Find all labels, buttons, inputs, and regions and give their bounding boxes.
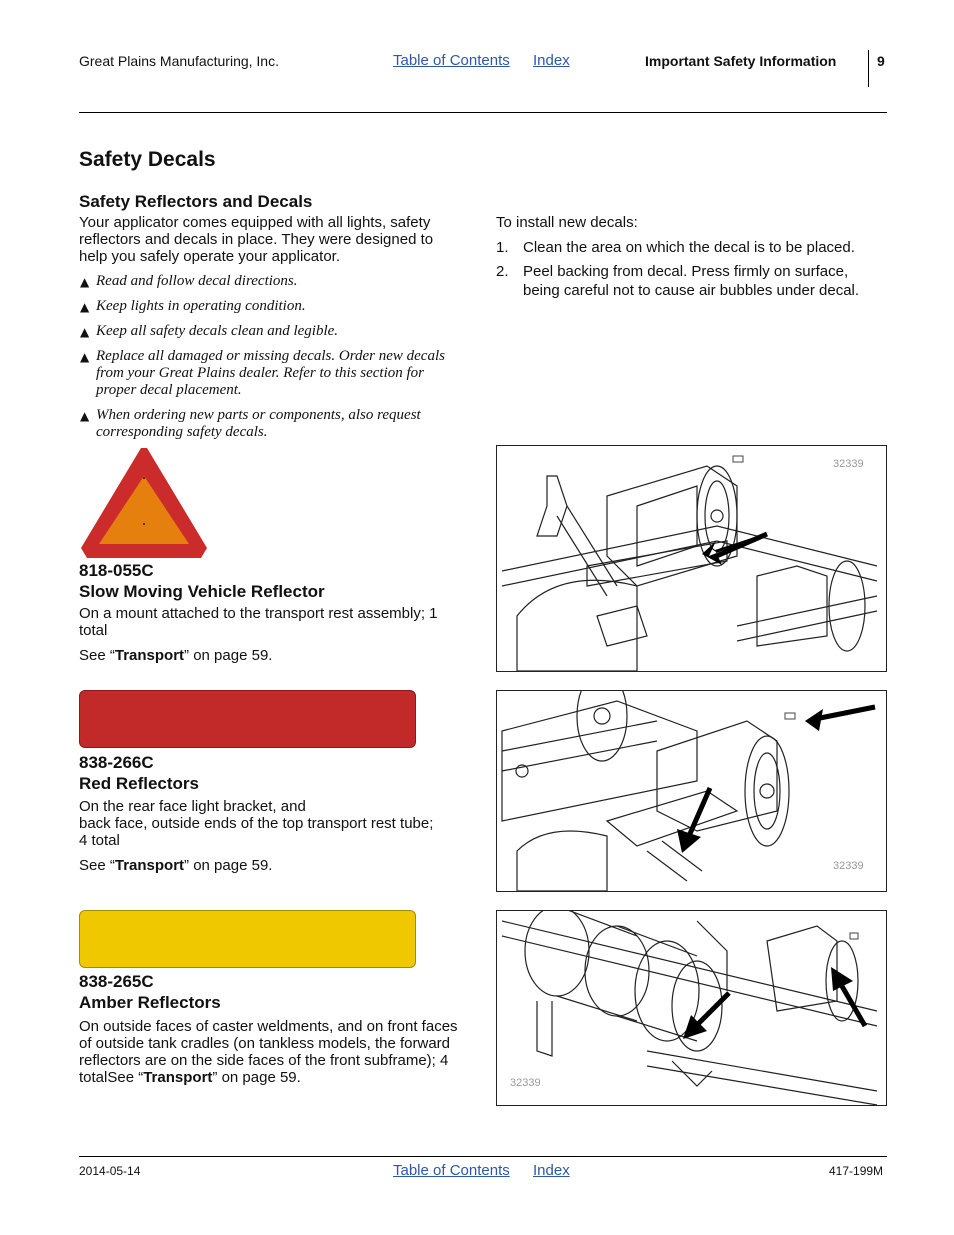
decal-name: Amber Reflectors — [79, 993, 221, 1012]
footer-rule — [79, 1156, 887, 1157]
machine-illustration — [497, 691, 886, 891]
bullet-text: Read and follow decal directions. — [96, 273, 298, 289]
index-link-header[interactable]: Index — [533, 52, 570, 69]
bullet-item — [80, 407, 466, 441]
bullet-text: Keep lights in operating condition. — [96, 298, 306, 314]
decal-marker — [733, 456, 743, 462]
page-title: Safety Decals — [79, 148, 216, 171]
decal-marker — [785, 713, 795, 719]
decal-part-number: 818-055C — [79, 561, 154, 580]
triangle-bullet-icon: ▲ — [80, 350, 90, 364]
company-name: Great Plains Manufacturing, Inc. — [79, 53, 279, 69]
red-reflector-image — [79, 690, 416, 748]
machine-illustration — [497, 911, 886, 1105]
bullet-item — [80, 298, 466, 315]
bullet-text: Keep all safety decals clean and legible. — [96, 323, 339, 339]
machine-illustration — [497, 446, 886, 671]
install-step — [496, 238, 886, 258]
arrow-icon — [815, 707, 875, 719]
decal-part-number: 838-265C — [79, 972, 154, 991]
bullet-item — [80, 348, 466, 399]
footer-date: 2014-05-14 — [79, 1164, 141, 1178]
decal-see-reference: See “Transport” on page 59. — [79, 647, 273, 664]
bullet-text: When ordering new parts or components, also request corresponding safety decals. — [96, 407, 421, 440]
figure-number: 32339 — [510, 1077, 541, 1089]
decal-description-line: back face, outside ends of the top transport rest tube; — [79, 815, 434, 832]
index-link-footer[interactable]: Index — [533, 1162, 570, 1179]
decal-description-line: 4 total — [79, 832, 120, 849]
bullet-text: Replace all damaged or missing decals. Order new decals from your Great Plains dealer. Refer to this section for proper decal placement. — [96, 348, 445, 398]
triangle-bullet-icon: ▲ — [80, 325, 90, 339]
figure-number: 32339 — [833, 458, 864, 470]
step-number: 1. — [496, 239, 509, 256]
decal-description: On a mount attached to the transport rest assembly; 1 total — [79, 605, 438, 639]
toc-link-header[interactable]: Table of Contents — [393, 52, 510, 69]
transport-link[interactable]: Transport — [143, 1069, 213, 1086]
figure-red-reflector-location — [496, 690, 887, 892]
decal-marker — [850, 933, 858, 939]
intro-paragraph: Your applicator comes equipped with all lights, safety reflectors and decals in place. They were designed to help you safely operate your applicator. — [79, 214, 434, 265]
triangle-bullet-icon: ▲ — [80, 409, 90, 423]
section-title: Important Safety Information — [645, 53, 837, 69]
transport-link[interactable]: Transport — [114, 857, 185, 874]
amber-reflector-image — [79, 910, 416, 968]
doc-number: 417-199M — [829, 1164, 884, 1178]
step-number: 2. — [496, 263, 509, 280]
bullet-item — [80, 323, 466, 340]
install-intro: To install new decals: — [496, 214, 638, 231]
triangle-bullet-icon: ▲ — [80, 300, 90, 314]
smv-reflector-image — [79, 446, 209, 560]
page-number: 9 — [877, 53, 885, 69]
decal-description: On outside faces of caster weldments, and on front faces of outside tank cradles (on tankless models, the forward reflectors are on the side faces of the front subframe); 4 totalSee “Transport” on page 59. — [79, 1018, 458, 1086]
step-text: Clean the area on which the decal is to be placed. — [523, 239, 855, 256]
install-step — [496, 262, 886, 302]
header-divider — [868, 50, 869, 87]
decal-name: Slow Moving Vehicle Reflector — [79, 582, 325, 601]
decal-part-number: 838-266C — [79, 753, 154, 772]
transport-link[interactable]: Transport — [114, 647, 185, 664]
arrow-icon — [839, 981, 865, 1026]
figure-amber-reflector-location — [496, 910, 887, 1106]
bullet-item — [80, 273, 466, 290]
toc-link-footer[interactable]: Table of Contents — [393, 1162, 510, 1179]
decal-name: Red Reflectors — [79, 774, 199, 793]
section-subtitle: Safety Reflectors and Decals — [79, 192, 313, 211]
decal-description-line: On the rear face light bracket, and — [79, 798, 306, 815]
figure-number: 32339 — [833, 860, 864, 872]
decal-see-reference: See “Transport” on page 59. — [79, 857, 273, 874]
step-text: Peel backing from decal. Press firmly on surface, being careful not to cause air bubbles under decal. — [523, 263, 860, 299]
header-rule — [79, 112, 887, 113]
figure-smv-location — [496, 445, 887, 672]
triangle-bullet-icon: ▲ — [80, 275, 90, 289]
